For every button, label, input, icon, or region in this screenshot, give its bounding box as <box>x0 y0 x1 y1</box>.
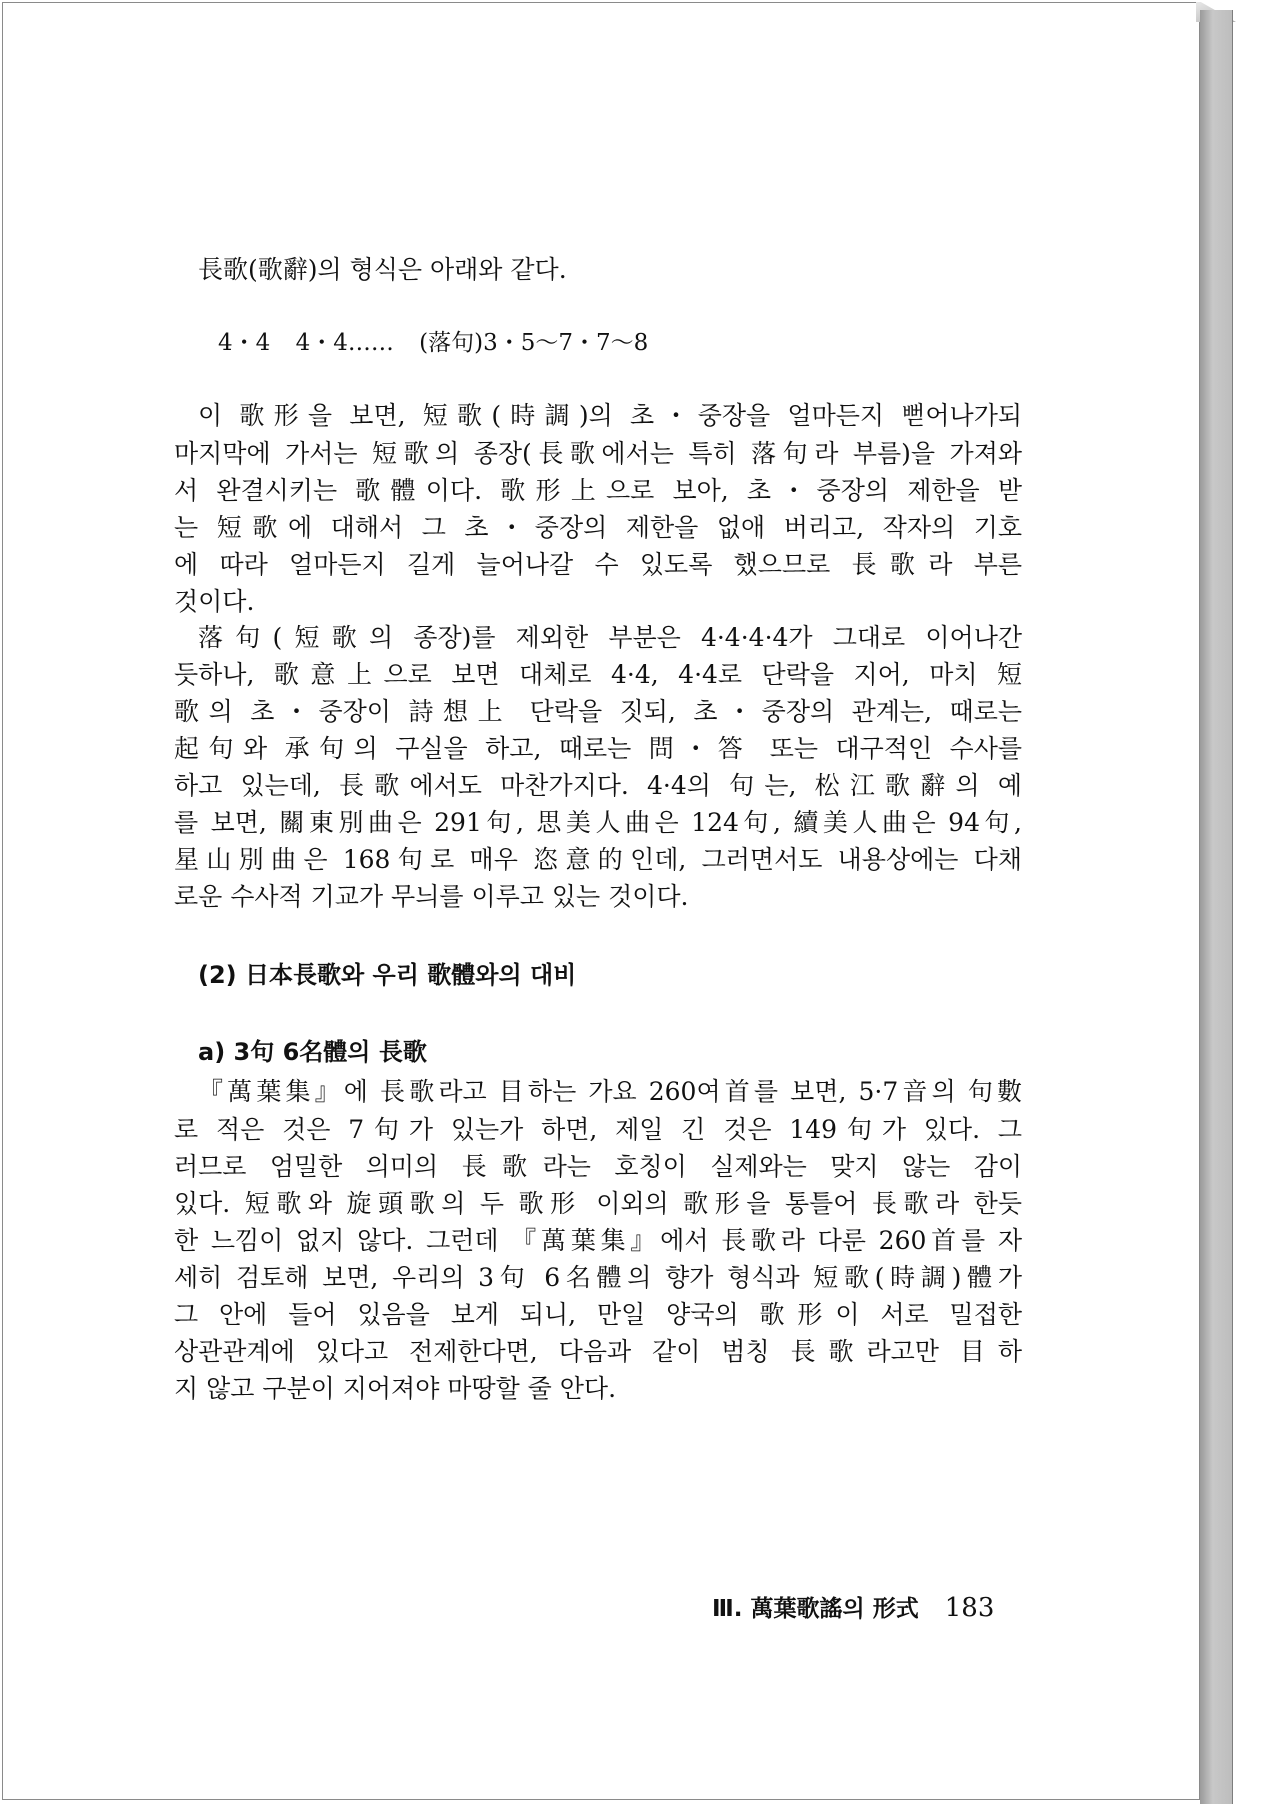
page-number: 183 <box>944 1593 995 1623</box>
page-edge <box>1200 10 1233 1804</box>
paragraph-line: 起句와 承句의 구실을 하고, 때로는 問・答 또는 대구적인 수사를 <box>174 734 1022 763</box>
chapter-title: Ⅲ. 萬葉歌謠의 形式 <box>712 1596 919 1622</box>
paragraph-line: 듯하나, 歌意上으로 보면 대체로 4·4, 4·4로 단락을 지어, 마치 短 <box>174 660 1022 689</box>
subsection-heading: a) 3句 6名體의 長歌 <box>198 1038 427 1066</box>
paragraph-line: 것이다. <box>174 587 255 616</box>
paragraph-line: 星山別曲은 168句로 매우 恣意的인데, 그러면서도 내용상에는 다채 <box>174 845 1022 874</box>
paragraph-line: 를 보면, 關東別曲은 291句, 思美人曲은 124句, 續美人曲은 94句, <box>174 808 1022 837</box>
section-heading: (2) 日本長歌와 우리 歌體와의 대비 <box>198 961 577 989</box>
paragraph-line: 『萬葉集』에 長歌라고 目하는 가요 260여首를 보면, 5·7音의 句數 <box>198 1077 1022 1106</box>
paragraph-line: 이 歌形을 보면, 短歌(時調)의 초・중장을 얼마든지 뻗어나가되 <box>198 401 1022 430</box>
intro-line: 長歌(歌辭)의 형식은 아래와 같다. <box>198 255 567 284</box>
paragraph-line: 그 안에 들어 있음을 보게 되니, 만일 양국의 歌形이 서로 밀접한 <box>174 1300 1022 1329</box>
paragraph-line: 마지막에 가서는 短歌의 종장(長歌에서는 특히 落句라 부름)을 가져와 <box>174 439 1022 468</box>
paragraph-line: 한 느낌이 없지 않다. 그런데 『萬葉集』에서 長歌라 다룬 260首를 자 <box>174 1226 1022 1255</box>
paragraph-line: 에 따라 얼마든지 길게 늘어나갈 수 있도록 했으므로 長歌라 부른 <box>174 550 1022 579</box>
paragraph-line: 하고 있는데, 長歌에서도 마찬가지다. 4·4의 句는, 松江歌辭의 예 <box>174 771 1022 800</box>
paragraph-line: 러므로 엄밀한 의미의 長歌라는 호칭이 실제와는 맞지 않는 감이 <box>174 1152 1022 1181</box>
running-footer <box>712 1590 994 1623</box>
paragraph-line: 落句(短歌의 종장)를 제외한 부분은 4·4·4·4가 그대로 이어나간 <box>198 623 1022 652</box>
paragraph-line: 로 적은 것은 7句가 있는가 하면, 제일 긴 것은 149句가 있다. 그 <box>174 1115 1022 1144</box>
paragraph-line: 는 短歌에 대해서 그 초・중장의 제한을 없애 버리고, 작자의 기호 <box>174 513 1022 542</box>
paragraph-line: 지 않고 구분이 지어져야 마땅할 줄 안다. <box>174 1374 617 1403</box>
paragraph-line: 서 완결시키는 歌體이다. 歌形上으로 보아, 초・중장의 제한을 받 <box>174 476 1022 505</box>
paragraph-line: 세히 검토해 보면, 우리의 3句 6名體의 향가 형식과 短歌(時調)體가 <box>174 1263 1022 1292</box>
paragraph-line: 歌의 초・중장이 詩想上 단락을 짓되, 초・중장의 관계는, 때로는 <box>174 697 1022 726</box>
formula-line: 4・4 4・4…… (落句)3・5〜7・7〜8 <box>218 330 649 356</box>
paragraph-line: 상관관계에 있다고 전제한다면, 다음과 같이 범칭 長歌라고만 目하 <box>174 1337 1022 1366</box>
paragraph-line: 로운 수사적 기교가 무늬를 이루고 있는 것이다. <box>174 882 689 911</box>
paragraph-line: 있다. 短歌와 旋頭歌의 두 歌形 이외의 歌形을 통틀어 長歌라 한듯 <box>174 1189 1022 1218</box>
